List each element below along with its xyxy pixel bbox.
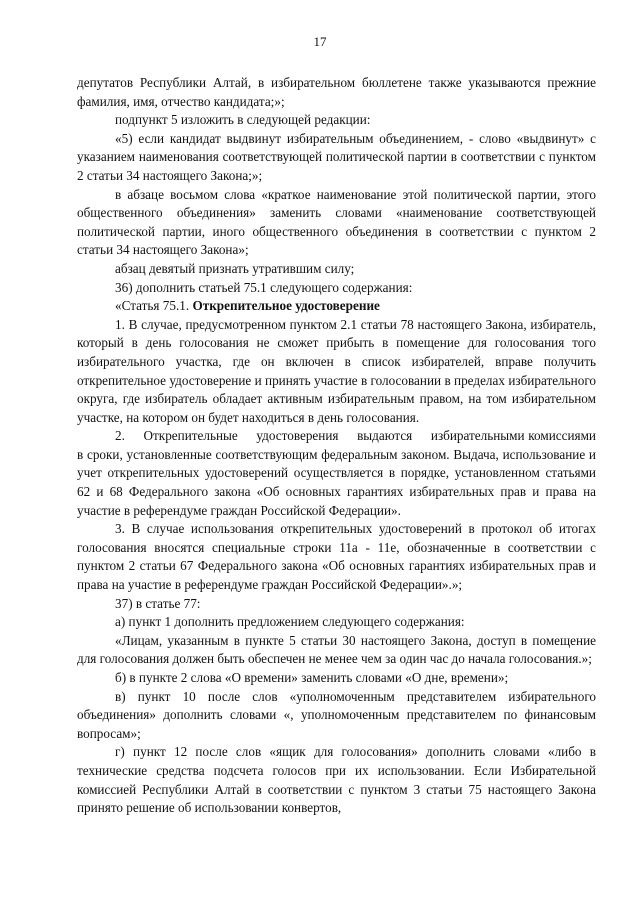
- paragraph: 37) в статье 77:: [115, 595, 201, 611]
- paragraph: а) пункт 1 дополнить предложением следующего содержания:: [115, 614, 465, 630]
- paragraph: депутатов Республики Алтай, в избирательном бюллетене также указываются прежние фамилия, имя, отчество кандидата;»;: [77, 75, 596, 109]
- paragraph: в) пункт 10 после слов «уполномоченным представителем избирательного объединения» дополнить словами «, уполномоченным представителем по финансовым вопросам»;: [77, 688, 596, 741]
- paragraph: подпункт 5 изложить в следующей редакции:: [115, 112, 371, 128]
- article-number: «Статья 75.1.: [115, 298, 193, 314]
- article-heading: [77, 297, 596, 316]
- paragraph: 36) дополнить статьей 75.1 следующего содержания:: [115, 279, 413, 295]
- paragraph: 1. В случае, предусмотренном пунктом 2.1 статьи 78 настоящего Закона, избиратель, который в день голосования не сможет прибыть в помещение для голосования того избирательного участка, где он включен в список избирателей, вправе получить открепительное удостоверение и принять участие в голосовании в пределах избирательного округа, где избиратель обладает активным избирательным правом, на том избирательном участке, на котором он будет находиться в день голосования.: [77, 316, 596, 425]
- paragraph: г) пункт 12 после слов «ящик для голосования» дополнить словами «либо в технические средства подсчета голосов при их использовании. Если Избирательной комиссией Республики Алтай в соответствии с пунктом 3 статьи 75 настоящего Закона принято решение об использовании конвертов,: [77, 744, 596, 816]
- paragraph: абзац девятый признать утратившим силу;: [115, 260, 355, 276]
- page-number: 17: [313, 34, 327, 49]
- paragraph: «5) если кандидат выдвинут избирательным объединением, - слово «выдвинут» с указанием наименования соответствующей политической партии в соответствии с пунктом 2 статьи 34 настоящего Закона;»;: [77, 130, 596, 183]
- paragraph: 3. В случае использования открепительных удостоверений в протокол об итогах голосования вносятся специальные строки 11а - 11е, обозначенные в соответствии с пунктом 2 статьи 67 Федерального закона «Об основных гарантиях избирательных прав и права на участие в референдуме граждан Российской Федерации».»;: [77, 521, 596, 593]
- paragraph: б) в пункте 2 слова «О времени» заменить словами «О дне, времени»;: [115, 670, 509, 685]
- document-body: [77, 74, 600, 818]
- paragraph: в абзаце восьмом слова «краткое наименование этой политической партии, этого общественного объединения» заменить словами «наименование соответствующей политической партии, иного общественного объединения в соответствии с пунктом 2 статьи 34 настоящего Закона»;: [77, 186, 596, 258]
- paragraph: «Лицам, указанным в пункте 5 статьи 30 настоящего Закона, доступ в помещение для голосования должен быть обеспечен не менее чем за один час до начала голосования.»;: [77, 632, 596, 667]
- article-title: Открепительное удостоверение: [192, 298, 380, 314]
- paragraph: 2. Открепительные удостоверения выдаются избирательными комиссиями в сроки, установленные соответствующим федеральным законом. Выдача, использование и учет открепительных удостоверений осуществляется в порядке, установленном статьями 62 и 68 Федерального закона «Об основных гарантиях избирательных прав и права на участие в референдуме граждан Российской Федерации».: [77, 428, 600, 518]
